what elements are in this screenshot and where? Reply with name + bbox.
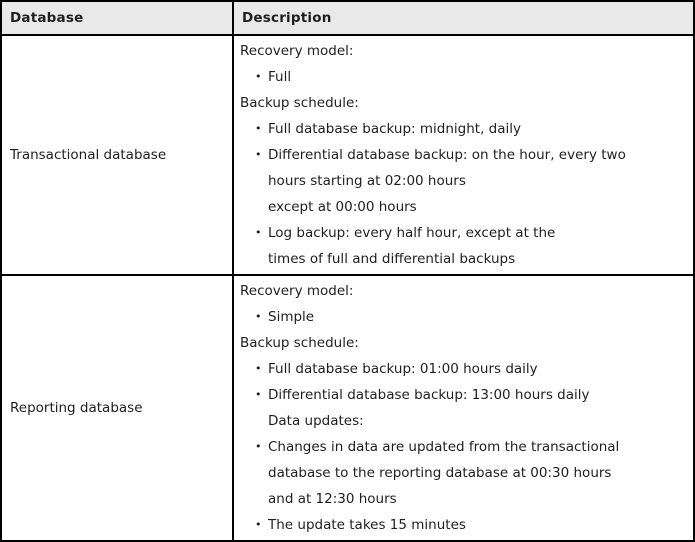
bullet-item [240,382,689,408]
bullet-text [268,304,689,330]
sub-heading-line: Data updates: [268,413,364,429]
bullet-text [268,142,689,220]
table-row [1,275,694,541]
description-cell [233,35,694,275]
header-row [1,1,694,35]
bullet-line: Log backup: every half hour, except at the [268,225,556,241]
bullet-line: Differential database backup: 13:00 hours daily [268,387,590,403]
bullet-line: database to the reporting database at 00:30 hours [268,465,612,481]
description-cell [233,275,694,541]
bullet-line: Differential database backup: on the hour, every two [268,147,626,163]
bullet-item [240,142,689,220]
bullet-text [268,220,689,272]
bullet-text [268,116,689,142]
bullet-text [268,356,689,382]
bullet-item [240,116,689,142]
bullet-icon: • [255,148,262,161]
bullet-icon: • [255,440,262,453]
bullet-item [240,64,689,90]
bullet-line: times of full and differential backups [268,251,516,267]
bullet-item [240,356,689,382]
bullet-line: hours starting at 02:00 hours [268,173,466,189]
bullet-icon: • [255,518,262,531]
bullet-line: The update takes 15 minutes [268,517,466,533]
bullet-icon: • [255,388,262,401]
heading-line: Recovery model: [240,283,354,299]
table-row [1,35,694,275]
database-cell: Transactional database [1,35,233,275]
bullet-text [268,382,689,408]
heading-line: Recovery model: [240,43,354,59]
heading-line: Backup schedule: [240,95,359,111]
bullet-icon: • [255,226,262,239]
bullet-line: and at 12:30 hours [268,491,397,507]
bullet-icon: • [255,362,262,375]
column-header-database: Database [1,1,233,35]
bullet-icon: • [255,122,262,135]
bullet-icon: • [255,70,262,83]
database-cell: Reporting database [1,275,233,541]
bullet-line: Full database backup: 01:00 hours daily [268,361,538,377]
column-header-description: Description [233,1,694,35]
bullet-line: Full database backup: midnight, daily [268,121,521,137]
bullet-item [240,220,689,272]
table-body [1,35,694,541]
table-header [1,1,694,35]
bullet-line: Simple [268,309,315,325]
bullet-line: Full [268,69,292,85]
bullet-line: except at 00:00 hours [268,199,417,215]
bullet-icon: • [255,310,262,323]
bullet-text [268,512,689,538]
heading-line: Backup schedule: [240,335,359,351]
bullet-line: Changes in data are updated from the transactional [268,439,620,455]
bullet-item [240,512,689,538]
bullet-item [240,304,689,330]
bullet-text [268,434,689,512]
bullet-text [268,64,689,90]
bullet-item [240,434,689,512]
